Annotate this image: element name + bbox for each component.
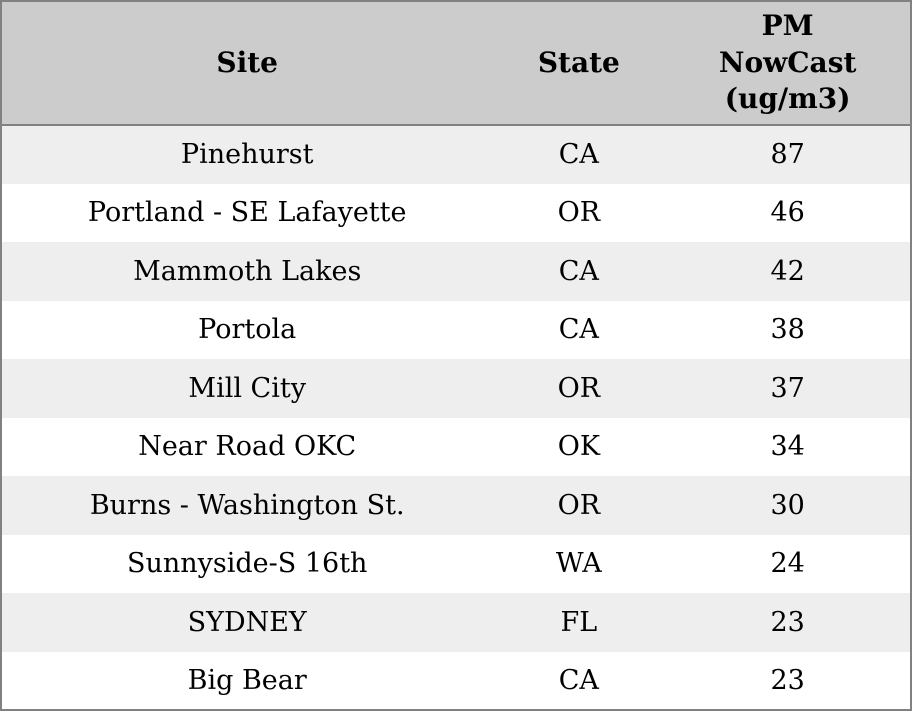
column-header-state-label: State [537, 46, 620, 80]
column-header-site [1, 1, 492, 125]
table-header [1, 1, 911, 125]
value-cell: 87 [770, 139, 805, 171]
table-row [1, 652, 911, 711]
state-cell: OR [557, 489, 601, 521]
state-cell: CA [558, 314, 599, 346]
value-cell: 38 [770, 314, 805, 346]
site-cell: Pinehurst [180, 139, 314, 171]
table-row [1, 301, 911, 360]
state-cell: FL [560, 606, 598, 638]
table-body [1, 125, 911, 710]
value-cell: 23 [770, 606, 805, 638]
value-cell: 37 [770, 372, 805, 404]
site-cell: Big Bear [187, 664, 307, 696]
header-row [1, 1, 911, 125]
table-row [1, 535, 911, 594]
state-cell: WA [555, 548, 602, 580]
value-cell: 46 [770, 197, 805, 229]
value-cell: 30 [770, 489, 805, 521]
column-header-site-label: Site [216, 46, 278, 80]
site-cell: Portland - SE Lafayette [87, 197, 407, 229]
table-row [1, 476, 911, 535]
state-cell: OK [557, 431, 600, 463]
state-cell: CA [558, 139, 599, 171]
column-header-pm-nowcast-label: PM NowCast (ug/m3) [718, 9, 857, 116]
site-cell: Burns - Washington St. [89, 489, 405, 521]
table-row [1, 359, 911, 418]
table-row [1, 593, 911, 652]
column-header-state [492, 1, 665, 125]
value-cell: 34 [770, 431, 805, 463]
table-row [1, 418, 911, 477]
site-cell: Mill City [188, 372, 306, 404]
value-cell: 42 [770, 255, 805, 287]
site-cell: Sunnyside-S 16th [126, 548, 368, 580]
value-cell: 24 [770, 548, 805, 580]
table-row [1, 125, 911, 184]
site-cell: Portola [198, 314, 297, 346]
site-cell: Mammoth Lakes [133, 255, 362, 287]
site-cell: Near Road OKC [138, 431, 357, 463]
state-cell: CA [558, 255, 599, 287]
table-row [1, 242, 911, 301]
state-cell: OR [557, 372, 601, 404]
table-row [1, 184, 911, 243]
value-cell: 23 [770, 664, 805, 696]
state-cell: OR [557, 197, 601, 229]
column-header-pm-nowcast [665, 1, 911, 125]
site-cell: SYDNEY [187, 606, 307, 638]
state-cell: CA [558, 664, 599, 696]
